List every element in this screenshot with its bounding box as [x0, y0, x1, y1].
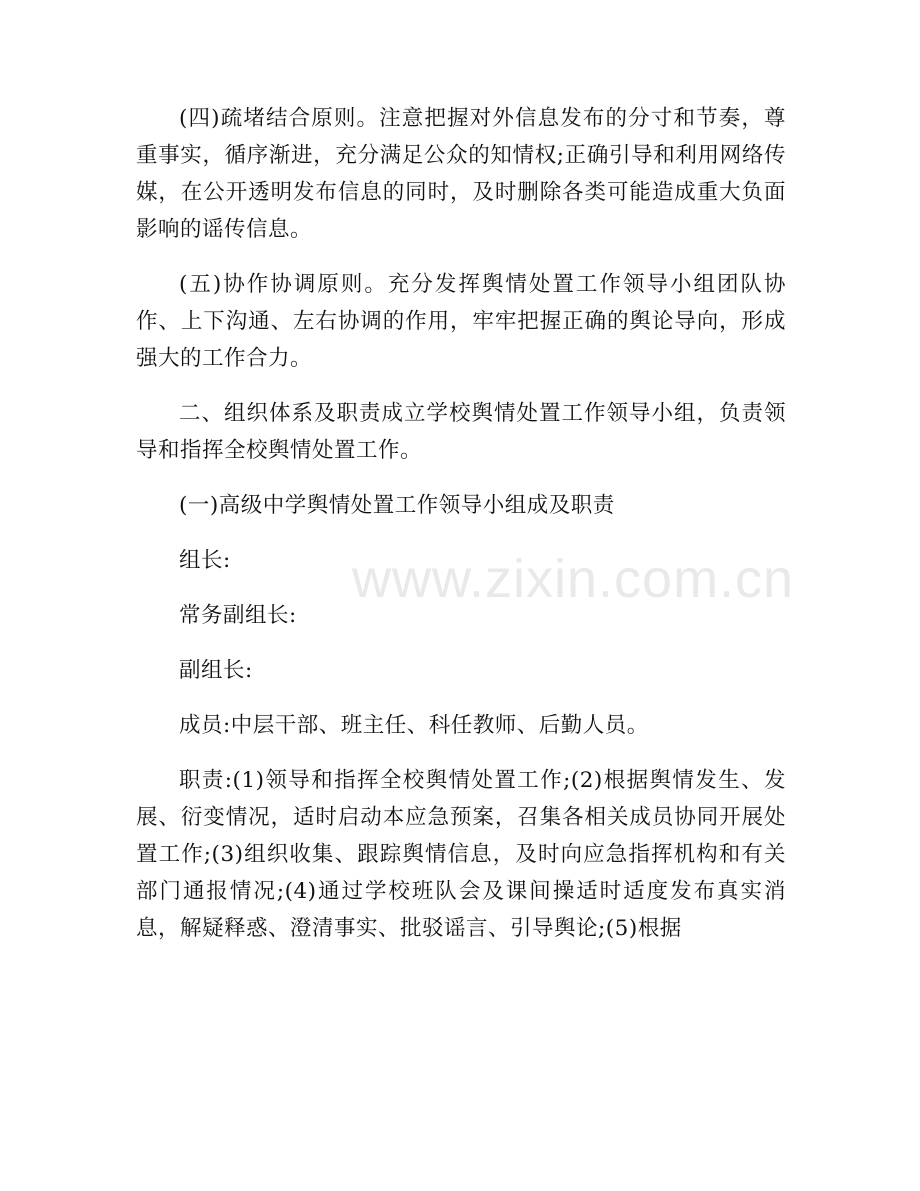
paragraph-executive-deputy: 常务副组长: — [179, 603, 297, 628]
paragraph-subsection-heading: (一)高级中学舆情处置工作领导小组成及职责 — [179, 493, 615, 518]
document-body — [136, 100, 786, 947]
paragraph-organization-heading: 二、组织体系及职责成立学校舆情处置工作领导小组，负责领导和指挥全校舆情处置工作。 — [136, 401, 786, 463]
paragraph-deputy-leader: 副组长: — [179, 658, 253, 683]
paragraph-principle-four: (四)疏堵结合原则。注意把握对外信息发布的分寸和节奏，尊重事实，循序渐进，充分满足公众的知情权;正确引导和利用网络传媒，在公开透明发布信息的同时，及时删除各类可能造成重大负面影响的谣传信息。 — [136, 106, 786, 242]
paragraph-duties: 职责:(1)领导和指挥全校舆情处置工作;(2)根据舆情发生、发展、衍变情况，适时启动本应急预案，召集各相关成员协同开展处置工作;(3)组织收集、跟踪舆情信息，及时向应急指挥机构和有关部门通报情况;(4)通过学校班队会及课间操适时适度发布真实消息，解疑释惑、澄清事实、批驳谣言、引导舆论;(5)根据 — [136, 768, 786, 941]
paragraph-group-leader: 组长: — [179, 548, 231, 573]
paragraph-members: 成员:中层干部、班主任、科任教师、后勤人员。 — [179, 713, 649, 738]
watermark: www.zixin.com.cn — [352, 549, 795, 609]
paragraph-principle-five: (五)协作协调原则。充分发挥舆情处置工作领导小组团队协作、上下沟通、左右协调的作用，牢牢把握正确的舆论导向，形成强大的工作合力。 — [136, 272, 786, 371]
